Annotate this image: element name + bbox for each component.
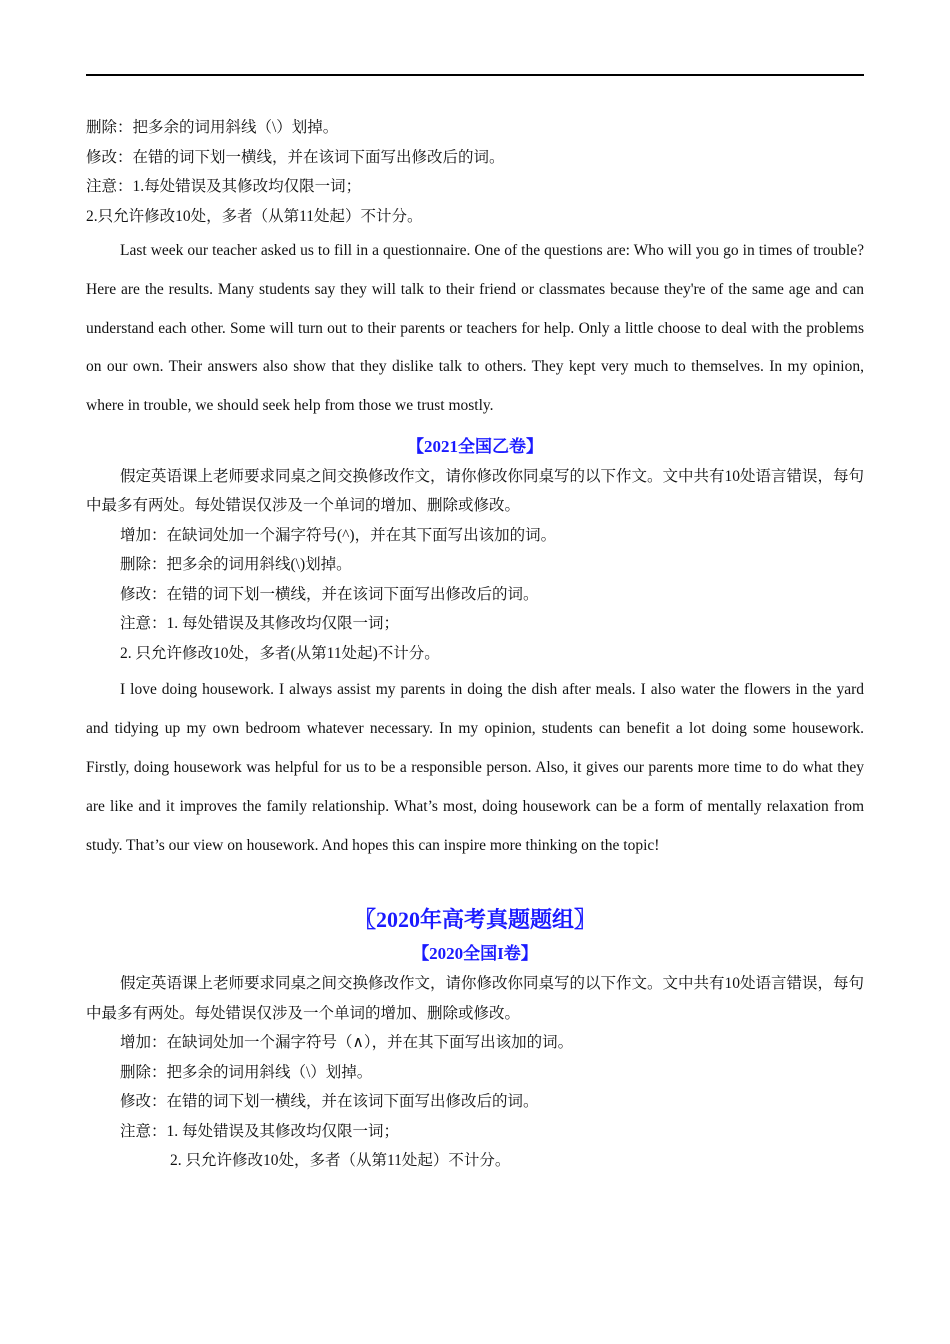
section-2020-note-1: 注意：1. 每处错误及其修改均仅限一词； bbox=[120, 1122, 400, 1140]
section-2020-instructions: 假定英语课上老师要求同桌之间交换修改作文，请你修改你同桌写的以下作文。文中共有10处语言错误，每句中最多有两处。每处错误仅涉及一个单词的增加、删除或修改。 bbox=[86, 975, 865, 1022]
document-body bbox=[86, 113, 864, 1176]
section-2021-passage: I love doing housework. I always assist my parents in doing the dish after meals. I also water the flowers in the yard and tidying up my own bedroom whatever necessary. In my opinion, students can benefit a lot doing some housework. Firstly, doing housework was helpful for us to be a responsible person. Also, it gives our parents more time to do what they are like and it improves the family relationship. What’s most, doing housework can be a form of mentally relaxation from study. That’s our view on housework. And hopes this can inspire more thinking on the topic! bbox=[86, 681, 864, 854]
header-rule bbox=[86, 74, 864, 76]
section-2021-title: 【2021全国乙卷】 bbox=[407, 436, 543, 456]
section-2021-note-2: 2. 只允许修改10处，多者(从第11处起)不计分。 bbox=[120, 644, 440, 662]
passage-1: Last week our teacher asked us to fill in a questionnaire. One of the questions are: Who will you go in times of trouble? Here are the results. Many students say they will talk to their friend or classmates because they're of the same age and can understand each other. Some will turn out to their parents or teachers for help. Only a little choose to deal with the problems on our own. Their answers also show that they dislike talk to others. They kept very much to themselves. In my opinion, where in trouble, we should seek help from those we trust mostly. bbox=[86, 242, 864, 415]
section-2021-instructions: 假定英语课上老师要求同桌之间交换修改作文，请你修改你同桌写的以下作文。文中共有10处语言错误，每句中最多有两处。每处错误仅涉及一个单词的增加、删除或修改。 bbox=[86, 467, 865, 515]
intro-modify-rule: 修改：在错的词下划一横线，并在该词下面写出修改后的词。 bbox=[86, 148, 505, 166]
intro-delete-rule: 删除：把多余的词用斜线（\）划掉。 bbox=[86, 119, 339, 136]
section-2020-modify-rule: 修改：在错的词下划一横线，并在该词下面写出修改后的词。 bbox=[120, 1093, 539, 1111]
section-2020-title: 【2020全国I卷】 bbox=[412, 944, 538, 964]
section-2021-modify-rule: 修改：在错的词下划一横线，并在该词下面写出修改后的词。 bbox=[120, 585, 539, 603]
section-2021-delete-rule: 删除：把多余的词用斜线(\)划掉。 bbox=[120, 556, 352, 574]
section-2020-delete-rule: 删除：把多余的词用斜线（\）划掉。 bbox=[120, 1063, 373, 1081]
group-2020-title: 〖2020年高考真题题组〗 bbox=[353, 907, 596, 933]
section-2020-add-rule: 增加：在缺词处加一个漏字符号（∧），并在其下面写出该加的词。 bbox=[120, 1034, 574, 1052]
intro-note-2: 2.只允许修改10处，多者（从第11处起）不计分。 bbox=[86, 207, 423, 225]
section-2020-note-2: 2. 只允许修改10处，多者（从第11处起）不计分。 bbox=[170, 1152, 511, 1170]
section-2021-add-rule: 增加：在缺词处加一个漏字符号(^)，并在其下面写出该加的词。 bbox=[120, 526, 557, 544]
section-2021-note-1: 注意：1. 每处错误及其修改均仅限一词； bbox=[120, 615, 400, 633]
intro-note-1: 注意：1.每处错误及其修改均仅限一词； bbox=[86, 178, 362, 195]
